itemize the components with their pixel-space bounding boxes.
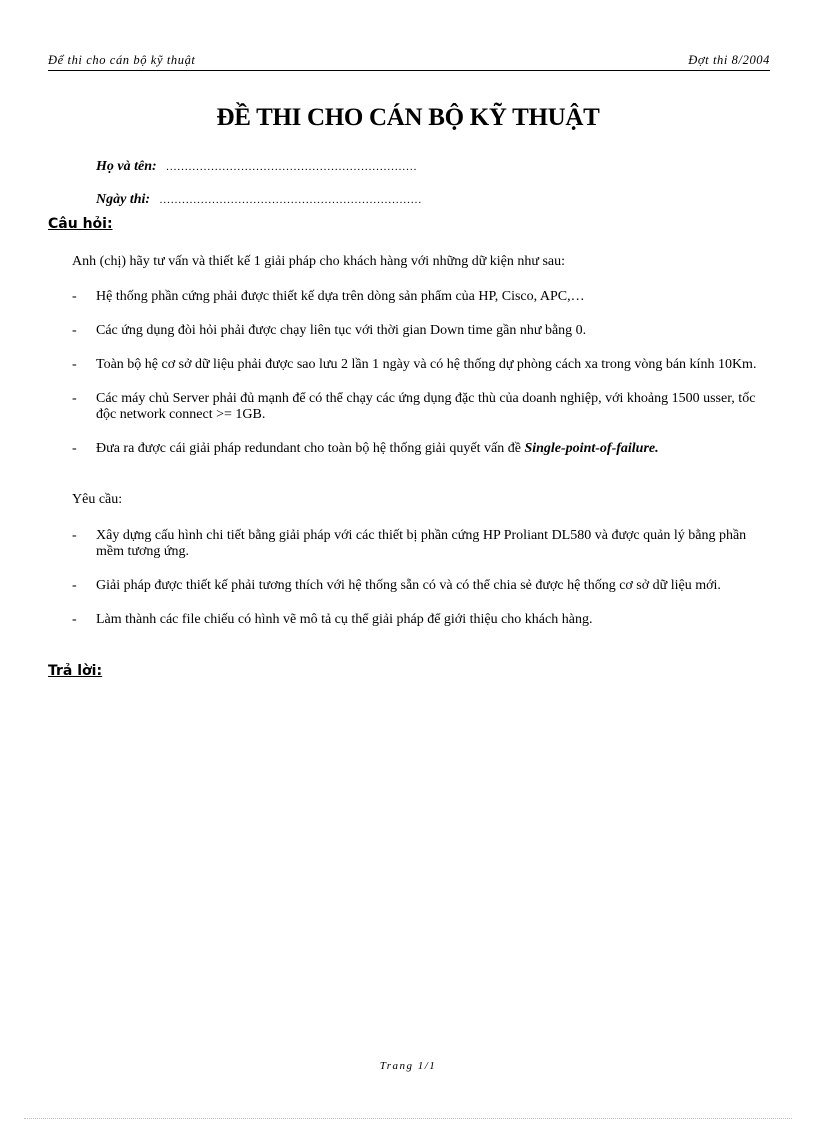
page-bottom-rule (24, 1118, 792, 1119)
demands-label: Yêu cầu: (72, 492, 123, 507)
list-item (72, 289, 772, 305)
date-field (96, 192, 422, 208)
page-footer: Trang 1/1 (379, 1060, 437, 1072)
date-dots: ...................................................................... (159, 194, 423, 206)
list-item (72, 612, 772, 628)
header-left-text: Để thi cho cán bộ kỹ thuật (48, 53, 196, 67)
list-item (72, 391, 772, 423)
intro-text: Anh (chị) hãy tư vấn và thiết kế 1 giải pháp cho khách hàng với những dữ kiện như sau: (72, 254, 566, 269)
list-item (72, 578, 772, 594)
name-dots: ................................................................... (166, 161, 418, 173)
requirement-text: Hệ thống phần cứng phải được thiết kế dựa trên dòng sản phẩm của HP, Cisco, APC,… (96, 289, 585, 304)
bullet-dash: - (72, 391, 77, 406)
page-header (48, 52, 770, 71)
demand-text: Xây dựng cấu hình chi tiết bằng giải pháp với các thiết bị phần cứng HP Proliant DL580 và được quản lý bằng phần mềm tương ứng. (96, 528, 747, 559)
bullet-dash: - (72, 357, 77, 372)
requirement-text: Các máy chủ Server phải đủ mạnh để có thể chạy các ứng dụng đặc thù của doanh nghiệp, với khoảng 1500 usser, tốc độc network connect >= 1GB. (96, 391, 756, 422)
list-item (72, 441, 772, 457)
date-label: Ngày thi: (96, 192, 151, 207)
requirement-text: Các ứng dụng đòi hỏi phải được chạy liên tục với thời gian Down time gần như bằng 0. (96, 323, 587, 338)
name-field (96, 159, 417, 175)
demands-list (72, 528, 772, 646)
demand-text: Làm thành các file chiếu có hình vẽ mô tả cụ thể giải pháp để giới thiệu cho khách hàng. (96, 612, 593, 627)
requirement-text: Toàn bộ hệ cơ sở dữ liệu phải được sao lưu 2 lần 1 ngày và có hệ thống dự phòng cách xa trong vòng bán kính 10Km. (96, 357, 757, 372)
bullet-dash: - (72, 578, 77, 593)
name-label: Họ và tên: (96, 159, 157, 174)
list-item (72, 528, 772, 560)
bullet-dash: - (72, 323, 77, 338)
bullet-dash: - (72, 528, 77, 543)
list-item (72, 357, 772, 373)
answer-heading: Trả lời: (48, 663, 103, 679)
bullet-dash: - (72, 289, 77, 304)
requirement-emphasis: Single-point-of-failure. (524, 441, 659, 456)
header-right-text: Đợt thi 8/2004 (688, 53, 770, 67)
requirement-text: Đưa ra được cái giải pháp redundant cho toàn bộ hệ thống giải quyết vấn đề (96, 441, 525, 456)
requirements-list (72, 289, 772, 475)
question-heading: Câu hỏi: (48, 216, 113, 232)
page-title: ĐỀ THI CHO CÁN BỘ KỸ THUẬT (216, 104, 600, 131)
bullet-dash: - (72, 441, 77, 456)
demand-text: Giải pháp được thiết kế phải tương thích với hệ thống sẵn có và có thể chia sẻ được hệ thống cơ sở dữ liệu mới. (96, 578, 721, 593)
bullet-dash: - (72, 612, 77, 627)
list-item (72, 323, 772, 339)
